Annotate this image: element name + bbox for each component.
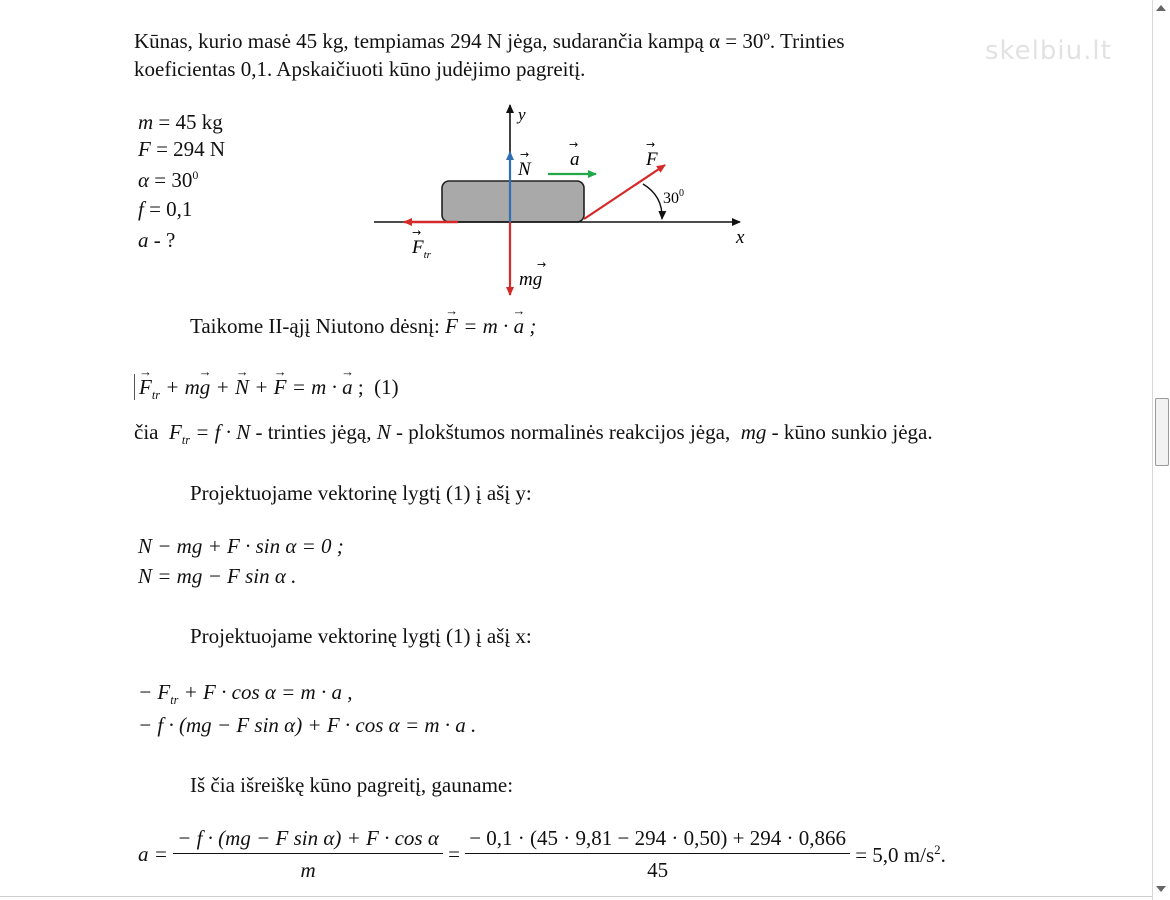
x-axis-label: x [736, 227, 745, 248]
vector-mark: → [537, 258, 547, 271]
acceleration-label: a [570, 149, 580, 170]
definitions-line: čia $F_{tr} = f \cdot N$ - trinties jėgą, N - plokštumos normalinės reakcijos jėga, mg - kūno sunkio jėga. [134, 420, 933, 448]
scroll-down-arrow-icon[interactable] [1156, 886, 1166, 892]
scrollbar-thumb[interactable] [1155, 398, 1169, 466]
projection-x-eq-1: − $F_{tr} + F \cdot \cos \alpha = m \cdot a$ , [138, 680, 353, 708]
final-answer: = 5,0 m/s [855, 842, 935, 867]
y-axis-label: y [518, 105, 526, 124]
watermark-logo: skelbiu.lt [985, 36, 1112, 66]
block-body [442, 181, 584, 222]
vector-mark: → [520, 148, 530, 161]
vector-mark: → [412, 226, 422, 239]
vector-mark: → [569, 138, 579, 151]
friction-force-label: $F_{tr}$ [412, 237, 431, 261]
newton-law-line: Taikome II-ąjį Niutono dėsnį: → F = m · → a ; [190, 314, 536, 339]
problem-line-1: Kūnas, kurio masė 45 kg, tempiamas 294 N jėga, sudarančia kampą α = 30º. Trinties [134, 29, 845, 53]
given-friction: f = 0,1 [138, 197, 193, 221]
projection-y-eq-1: N − mg + F · sin α = 0 ; [138, 534, 344, 558]
numeric-fraction: $\frac{- 0,1 \cdot (45 \cdot 9,81 - 294 \cdot 0,50) + 294 \cdot 0,866}{45}$ [465, 826, 850, 883]
given-unknown: a - ? [138, 228, 176, 252]
projection-x-eq-2: − f · (mg − F sin α) + F · cos α = m · a . [138, 713, 477, 737]
final-formula: a = $\frac{\text{− f · (mg − F sin α) + F · cos α}}{m}$ = $\frac{- 0,1 \cdot (45 \cdot 9,81 - 294 \cdot 0,50) + 294 \cdot 0,866}{45}$ = 5,0 $m/s^2$. [138, 826, 946, 882]
projection-x-heading: Projektuojame vektorinę lygtį (1) į ašį x: [190, 624, 532, 648]
force-diagram [360, 95, 760, 305]
given-mass: m = 45 kg [138, 110, 223, 134]
problem-line-2: koeficientas 0,1. Apskaičiuoti kūno judėjimo pagreitį. [134, 57, 586, 81]
result-heading: Iš čia išreiškę kūno pagreitį, gauname: [190, 773, 514, 797]
page-bottom-edge [0, 896, 1152, 897]
scroll-up-arrow-icon[interactable] [1156, 5, 1166, 11]
vector-mark: → [646, 138, 656, 151]
given-force: F = 294 N [138, 137, 226, 161]
projection-y-heading: Projektuojame vektorinę lygtį (1) į ašį y: [190, 481, 532, 505]
projection-y-eq-2: N = mg − F sin α . [138, 564, 297, 588]
angle-label: $30^0$ [663, 188, 684, 207]
given-angle: $\alpha = 30^0$ [138, 168, 199, 192]
symbolic-fraction: $\frac{\text{− f · (mg − F sin α) + F · cos α}}{m}$ [173, 826, 443, 883]
gravity-force-label: mg [519, 269, 543, 290]
angle-arc [643, 184, 662, 219]
vector-equation-1: → $F_{tr} + m\to g$ + → N + → F = m · → a ; (1) [134, 374, 399, 403]
applied-force-label: F [646, 149, 658, 170]
normal-force-label: N [518, 159, 531, 180]
